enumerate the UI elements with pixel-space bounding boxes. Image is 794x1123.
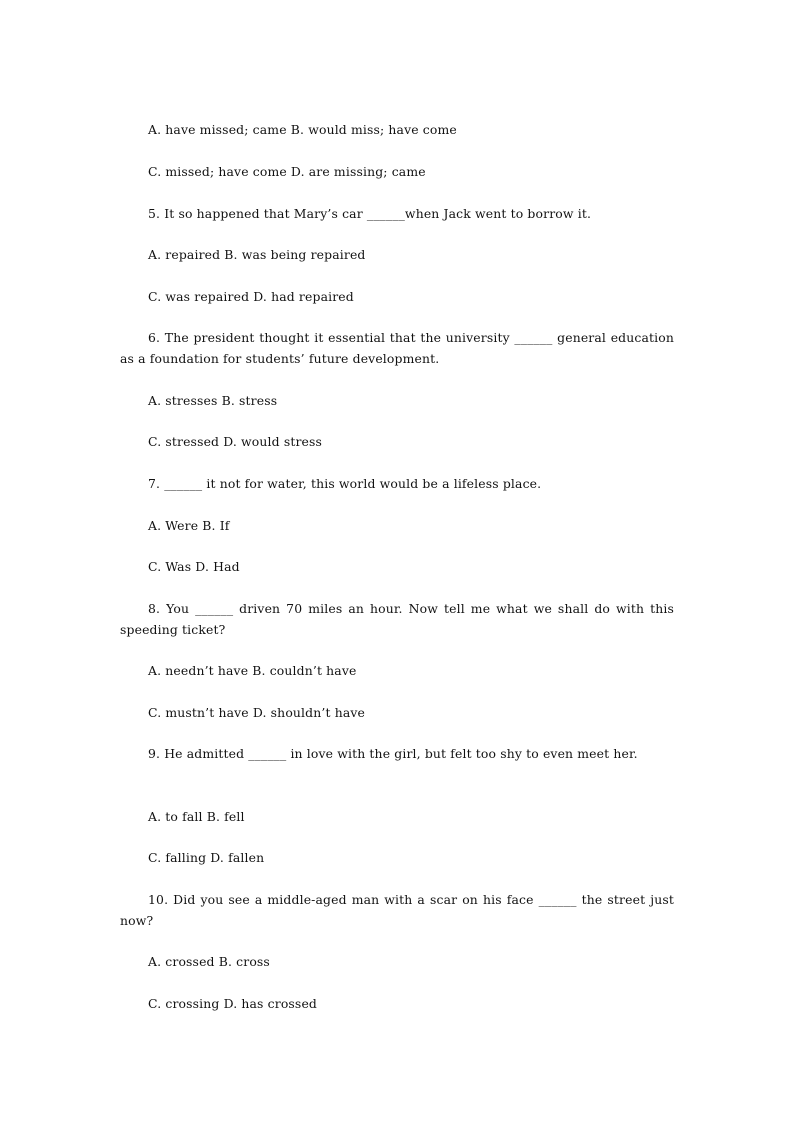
options-line: A. have missed; came B. would miss; have come [148, 122, 457, 137]
question-10: 10. Did you see a middle-aged man with a scar on his face ______ the street just now? [120, 892, 679, 928]
question-6: 6. The president thought it essential that the university ______ general education as a foundation for students’ future development. [120, 330, 679, 366]
options-line: C. stressed D. would stress [148, 434, 323, 449]
question-8: 8. You ______ driven 70 miles an hour. Now tell me what we shall do with this speeding ticket? [120, 601, 679, 637]
options-line: A. to fall B. fell [148, 809, 245, 824]
options-line: A. repaired B. was being repaired [148, 247, 366, 262]
question-7: 7. ______ it not for water, this world would be a lifeless place. [148, 476, 542, 491]
options-line: C. was repaired D. had repaired [148, 289, 354, 304]
options-line: C. mustn’t have D. shouldn’t have [148, 705, 365, 720]
options-line: C. missed; have come D. are missing; came [148, 164, 426, 179]
options-line: C. Was D. Had [148, 559, 240, 574]
question-5: 5. It so happened that Mary’s car ______when Jack went to borrow it. [148, 206, 592, 221]
options-line: C. crossing D. has crossed [148, 996, 318, 1011]
options-line: A. Were B. If [148, 518, 230, 533]
options-line: A. stresses B. stress [148, 393, 278, 408]
options-line: A. needn’t have B. couldn’t have [148, 663, 357, 678]
question-9: 9. He admitted ______ in love with the girl, but felt too shy to even meet her. [148, 746, 638, 761]
options-line: A. crossed B. cross [148, 954, 270, 969]
options-line: C. falling D. fallen [148, 850, 265, 865]
